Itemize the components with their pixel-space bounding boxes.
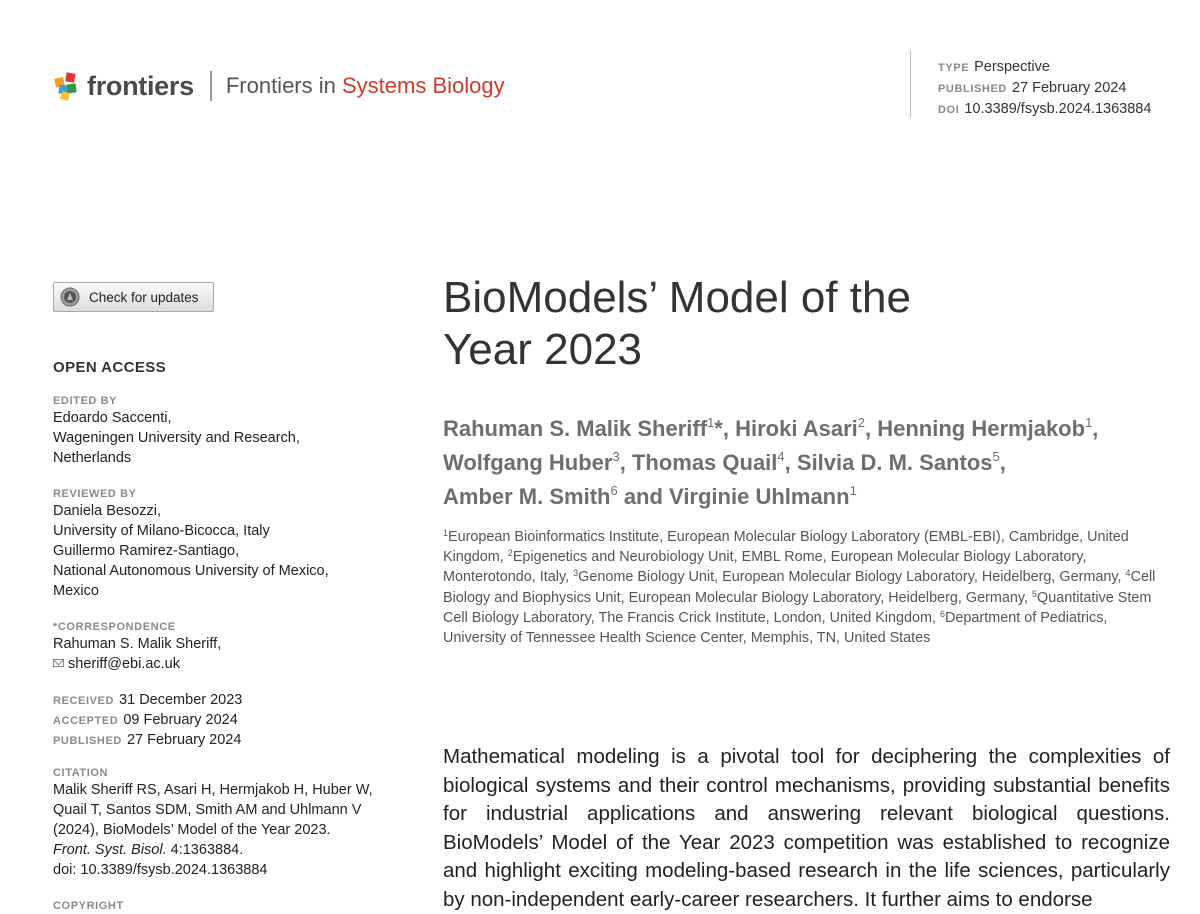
citation-doi[interactable]: doi: 10.3389/fsysb.2024.1363884 (53, 862, 268, 878)
date-published: PUBLISHED 27 February 2024 (53, 732, 242, 748)
reviewed-by-line: Mexico (53, 583, 99, 599)
frontiers-logo-icon (53, 70, 79, 102)
correspondence-email-link[interactable]: sheriff@ebi.ac.uk (68, 656, 180, 672)
reviewed-by-line: University of Milano-Bicocca, Italy (53, 523, 270, 539)
article-meta (938, 57, 1151, 120)
copyright-label: COPYRIGHT (53, 900, 124, 912)
article-doi: DOI 10.3389/fsysb.2024.1363884 (938, 101, 1152, 117)
correspondence-label: *CORRESPONDENCE (53, 621, 176, 633)
frontiers-logo[interactable] (53, 70, 505, 102)
check-for-updates-label: Check for updates (89, 289, 199, 305)
author: Thomas Quail$^4$, (631, 449, 797, 475)
author: Virginie Uhlmann$^1$ (669, 483, 857, 509)
meta-divider (910, 50, 911, 118)
mail-icon (53, 659, 64, 667)
author: Hiroki Asari$^2$, (735, 415, 878, 441)
author: Rahuman S. Malik Sheriff$^1$*, (443, 415, 736, 441)
date-accepted: ACCEPTED 09 February 2024 (53, 712, 238, 728)
citation-section (53, 766, 373, 880)
correspondence-section (53, 620, 221, 674)
citation-journal: Front. Syst. Bisol. 4:1363884. (53, 842, 244, 858)
check-for-updates-button[interactable] (53, 282, 214, 312)
citation-line: Malik Sheriff RS, Asari H, Hermjakob H, Huber W, (53, 782, 373, 798)
logo-separator (210, 71, 212, 101)
citation-line: (2024), BioModels’ Model of the Year 2023. (53, 822, 331, 838)
journal-name: Frontiers in Systems Biology (225, 73, 505, 98)
reviewed-by-line: Daniela Besozzi, (53, 503, 161, 519)
edited-by-line: Netherlands (53, 450, 132, 466)
citation-line: Quail T, Santos SDM, Smith AM and Uhlmann V (53, 802, 362, 818)
logo-wordmark: frontiers (87, 70, 194, 101)
article-published: PUBLISHED 27 February 2024 (938, 80, 1127, 96)
edited-by-label: EDITED BY (53, 395, 118, 407)
author-list (443, 412, 1183, 514)
reviewed-by-line: National Autonomous University of Mexico, (53, 563, 329, 579)
edited-by-line: Edoardo Saccenti, (53, 410, 172, 426)
reviewed-by-line: Guillermo Ramirez-Santiago, (53, 543, 240, 559)
author: Silvia D. M. Santos$^5$, (796, 449, 1006, 475)
article-type: TYPE Perspective (938, 59, 1050, 75)
author: Henning Hermjakob$^1$, (877, 415, 1099, 441)
reviewed-by-label: REVIEWED BY (53, 488, 137, 500)
abstract-text: Mathematical modeling is a pivotal tool for deciphering the complexities of biological systems and their control mechanisms, providing substantial benefits for industrial applications and answering relevant biological questions. BioModels’ Model of the Year 2023 competition was established to recognize and highlight exciting modeling-based research in the life sciences, particularly by non-independent early-career researchers. It further aims to endorse (443, 745, 1170, 911)
dates-section (53, 690, 242, 750)
author: Amber M. Smith$^6$ and (443, 483, 670, 509)
author: Wolfgang Huber$^3$, (443, 449, 632, 475)
citation-label: CITATION (53, 767, 109, 779)
reviewed-by-section (53, 487, 329, 601)
check-updates-icon (60, 287, 80, 307)
date-received: RECEIVED 31 December 2023 (53, 692, 243, 708)
edited-by-section (53, 394, 300, 468)
copyright-section (53, 899, 124, 913)
open-access-label: OPEN ACCESS (53, 359, 167, 376)
article-title: BioModels’ Model of the Year 2023 (443, 273, 911, 374)
correspondence-name: Rahuman S. Malik Sheriff, (53, 636, 222, 652)
correspondence-email-row (53, 654, 221, 674)
edited-by-line: Wageningen University and Research, (53, 430, 300, 446)
affiliations: $^1$European Bioinformatics Institute, European Molecular Biology Laboratory (EMBL-EBI), Cambridge, United Kingdom, $^2$Epigenetics and Neurobiology Unit, EMBL Rome, European Molecular Biology Laboratory, Monterotondo, Italy, $^3$Genome Biology Unit, European Molecular Biology Laboratory, Heidelberg, Germany, $^4$Cell Biology and Biophysics Unit, European Molecular Biology Laboratory, Heidelberg, Germany, $^5$Quantitative Stem Cell Biology Laboratory, The Francis Crick Institute, London, United Kingdom, $^6$Department of Pediatrics, University of Tennessee Health Science Center, Memphis, TN, United States (443, 528, 1156, 647)
